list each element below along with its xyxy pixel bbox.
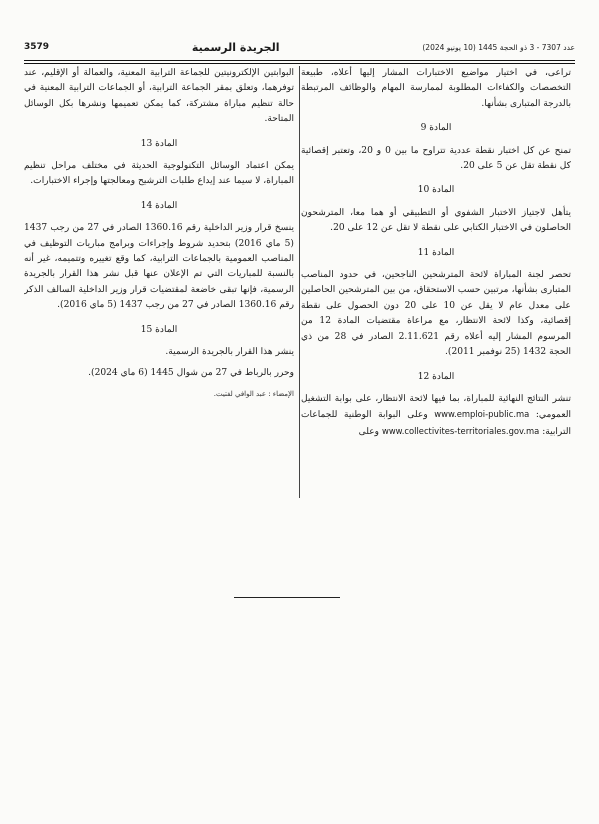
- article-13-title: المادة 13: [140, 138, 178, 149]
- article-11-title: المادة 11: [417, 247, 455, 258]
- right-column: [301, 66, 571, 506]
- emploi-public-url: www.emploi-public.ma: [434, 409, 530, 420]
- gazette-title: الجريدة الرسمية: [191, 40, 280, 54]
- closing-line: وحرر بالرباط في 27 من شوال 1445 (6 ماي 2024).: [88, 367, 294, 378]
- article-12-text-b: وعلى البوابة الوطنية للجماعات الترابية:: [301, 410, 571, 437]
- article-12-title: المادة 12: [417, 371, 455, 382]
- page-header: [24, 38, 575, 56]
- article-13-text: يمكن اعتماد الوسائل التكنولوجية الحديثة في مختلف مراحل تنظيم المباراة، لا سيما عند إيداع طلبات الترشيح ومعالجتها وإجراء الاختبارات.: [24, 161, 294, 187]
- left-column: [24, 66, 294, 506]
- page-number: 3579: [24, 42, 50, 52]
- intro-paragraph: تراعى، في اختيار مواضيع الاختبارات المشار إليها أعلاه، طبيعة التخصصات والكفاءات المطلوبة لممارسة المهام والوظائف المرتبطة بالدرجة المتبارى بشأنها.: [301, 68, 571, 109]
- continuation-paragraph: البوابتين الإلكترونيتين للجماعة الترابية المعنية، والعمالة أو الإقليم، عند توفرهما، وتعلق بمقر الجماعة الترابية، أو الجماعات الترابية المعنية في حالة تنظيم مباراة مشتركة، كما يمكن تعميمها ونشرها بكل الوسائل المتاحة.: [24, 68, 294, 125]
- end-of-text-rule: [234, 597, 340, 598]
- article-14-title: المادة 14: [140, 200, 178, 211]
- article-11-text: تحصر لجنة المباراة لائحة المترشحين الناجحين، في حدود المناصب المتبارى بشأنها، مرتبين حسب الاستحقاق، من بين المترشحين الحاصلين على معدل عام لا يقل عن 10 على 20 دون الحصول على نقطة إقصائية، وكذا لائحة الانتظار، مع مراعاة مقتضيات المادة 12 من المرسوم المشار إليه أعلاه رقم 2.11.621 الصادر في 28 من ذي الحجة 1432 (25 نوفمبر 2011).: [301, 270, 571, 358]
- article-10-text: يتأهل لاجتياز الاختبار الشفوي أو التطبيقي أو هما معا، المترشحون الحاصلون في الاختبار الكتابي على نقطة لا تقل عن 12 على 20.: [301, 207, 571, 234]
- article-9-title: المادة 9: [420, 123, 452, 134]
- signature: الإمضاء : عبد الوافي لفتيت.: [213, 389, 294, 398]
- article-14-text: ينسخ قرار وزير الداخلية رقم 1360.16 الصادر في 27 من رجب 1437 (5 ماي 2016) بتحديد شروط وإجراءات وبرامج مباريات التوظيف في المناصب العمومية بالجماعات الترابية، كما وقع تغييره وتتميمه، غير أنه بالنسبة للمباريات التي تم الإعلان عنها قبل نشر هذا القرار بالجريدة الرسمية، فإنها تبقى خاضعة لمقتضيات قرار وزير الداخلية السالف الذكر رقم 1360.16 الصادر في 27 من رجب 1437 (5 ماي 2016).: [24, 223, 294, 311]
- header-rule: [24, 60, 575, 61]
- collectivites-url: www.collectivites-territoriales.gov.ma: [381, 425, 540, 436]
- article-12-text-a: تنشر النتائج النهائية للمباراة، بما فيها لائحة الانتظار، على بوابة التشغيل العمومي:: [301, 393, 571, 421]
- article-12-text: [301, 392, 571, 440]
- article-10-title: المادة 10: [417, 185, 455, 196]
- article-15-title: المادة 15: [140, 324, 178, 335]
- issue-info: عدد 7307 - 3 ذو الحجة 1445 (10 يونيو 2024): [422, 42, 575, 52]
- article-12-text-c: وعلى: [358, 426, 380, 437]
- column-divider: [299, 66, 300, 498]
- header-rule-thin: [24, 63, 575, 64]
- article-15-text: ينشر هذا القرار بالجريدة الرسمية.: [165, 347, 294, 358]
- article-9-text: تمنح عن كل اختبار نقطة عددية تتراوح ما بين 0 و 20، وتعتبر إقصائية كل نقطة تقل عن 5 على 20.: [301, 145, 571, 172]
